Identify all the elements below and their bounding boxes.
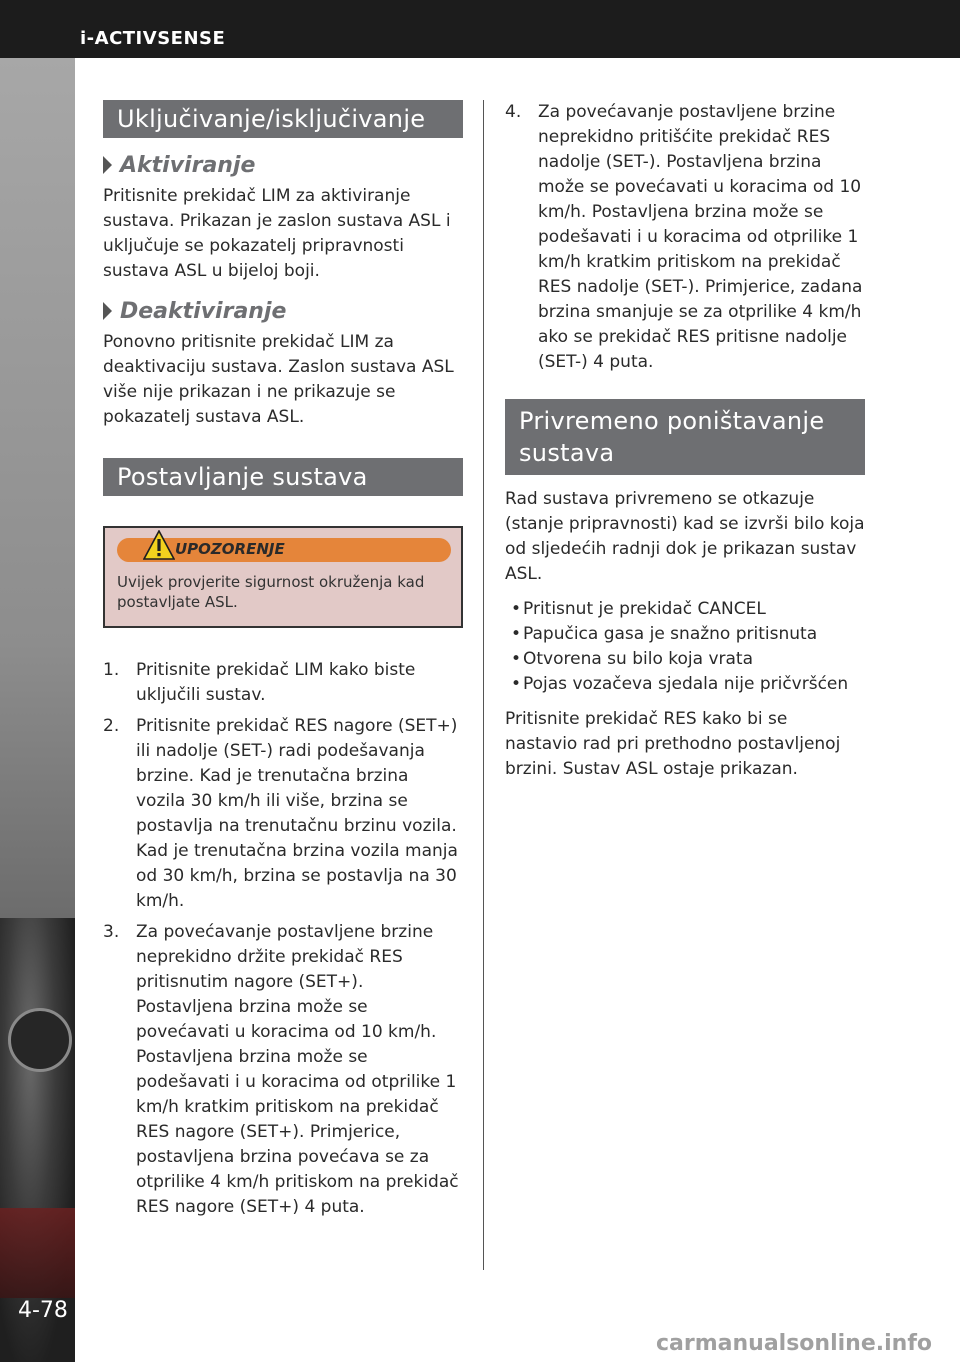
list-item — [103, 658, 463, 708]
warning-header — [117, 538, 451, 562]
section-title-override: Privremeno poništavanje sustava — [505, 399, 865, 475]
list-item: • Otvorena su bilo koja vrata — [505, 647, 865, 672]
warning-icon — [143, 530, 175, 560]
right-column — [505, 100, 865, 782]
chapter-title: i-ACTIVSENSE — [80, 28, 226, 49]
step-number: 3. — [103, 922, 120, 942]
step-text: Pritisnite prekidač RES nagore (SET+) ili nadolje (SET-) radi podešavanja brzine. Kad je trenutačna brzina vozila 30 km/h ili više, brzina se postavlja na trenutačnu brzinu vozila. Kad je trenutačna brzina vozila manja od 30 km/h, brzina se postavlja na 30 km/h. — [136, 716, 458, 911]
resume-text: Pritisnite prekidač RES kako bi se nastavio rad pri prethodno postavljenoj brzini. Sustav ASL ostaje prikazan. — [505, 709, 841, 779]
step-text: Pritisnite prekidač LIM kako biste uključili sustav. — [136, 660, 416, 705]
list-item: • Pritisnut je prekidač CANCEL — [505, 597, 865, 622]
warning-text: Uvijek provjerite sigurnost okruženja kad postavljate ASL. — [117, 573, 425, 611]
triangle-bullet-icon — [103, 302, 112, 320]
list-item — [103, 714, 463, 914]
triangle-bullet-icon — [103, 156, 112, 174]
subheading-activate — [103, 152, 463, 180]
step-number: 2. — [103, 716, 120, 736]
left-column — [103, 100, 463, 1226]
gauge-icon — [8, 1008, 72, 1072]
step-text: Za povećavanje postavljene brzine neprekidno držite prekidač RES pritisnutim nagore (SET+). Postavljena brzina može se povećavati u koracima od 10 km/h. Postavljena brzina može se podešavati i u koracima od otprilike 1 km/h kratkim pritiskom na prekidač RES nagore (SET+). Primjerice, postavljena brzina povećava se za otprilike 4 km/h pritiskom na prekidač RES nagore (SET+) 4 puta. — [136, 922, 459, 1217]
conditions-list — [505, 597, 865, 697]
step-text: Za povećavanje postavljene brzine neprekidno pritišćite prekidač RES nadolje (SET-). Postavljena brzina može se povećavati u koracima od 10 km/h. Postavljena brzina može se podešavati i u koracima od otprilike 1 km/h kratkim pritiskom na prekidač RES nadolje (SET-). Primjerice, zadana brzina smanjuje se za otprilike 4 km/h ako se prekidač RES pritisne nadolje (SET-) 4 puta. — [538, 102, 863, 372]
override-intro-text: Rad sustava privremeno se otkazuje (stanje pripravnosti) kad se izvrši bilo koja od sljedećih radnji dok je prikazan sustav ASL. — [505, 489, 865, 584]
header-bar — [0, 0, 960, 58]
warning-label: UPOZORENJE — [175, 540, 285, 558]
interior-accent — [0, 1208, 75, 1298]
subheading-deactivate-text: Deaktiviranje — [120, 299, 287, 324]
steps-list — [103, 658, 463, 1220]
section-title-onoff: Uključivanje/isključivanje — [103, 100, 463, 138]
steps-list-continued — [505, 100, 865, 375]
list-item — [103, 920, 463, 1220]
subheading-deactivate — [103, 298, 463, 326]
deactivate-text: Ponovno pritisnite prekidač LIM za deaktivaciju sustava. Zaslon sustava ASL više nije prikazan i ne prikazuje se pokazatelj sustava ASL. — [103, 332, 454, 427]
side-photo-strip — [0, 58, 75, 1362]
section-title-setup: Postavljanje sustava — [103, 458, 463, 496]
subheading-activate-text: Aktiviranje — [120, 153, 256, 178]
step-number: 4. — [505, 102, 522, 122]
page-number: 4-78 — [18, 1298, 68, 1323]
watermark: carmanualsonline.info — [656, 1331, 932, 1356]
activate-text: Pritisnite prekidač LIM za aktiviranje sustava. Prikazan je zaslon sustava ASL i uključuje se pokazatelj pripravnosti sustava ASL u bijeloj boji. — [103, 186, 451, 281]
warning-box — [103, 526, 463, 628]
list-item: • Pojas vozačeva sjedala nije pričvršćen — [505, 672, 865, 697]
column-divider — [483, 100, 484, 1270]
step-number: 1. — [103, 660, 120, 680]
list-item: • Papučica gasa je snažno pritisnuta — [505, 622, 865, 647]
list-item — [505, 100, 865, 375]
